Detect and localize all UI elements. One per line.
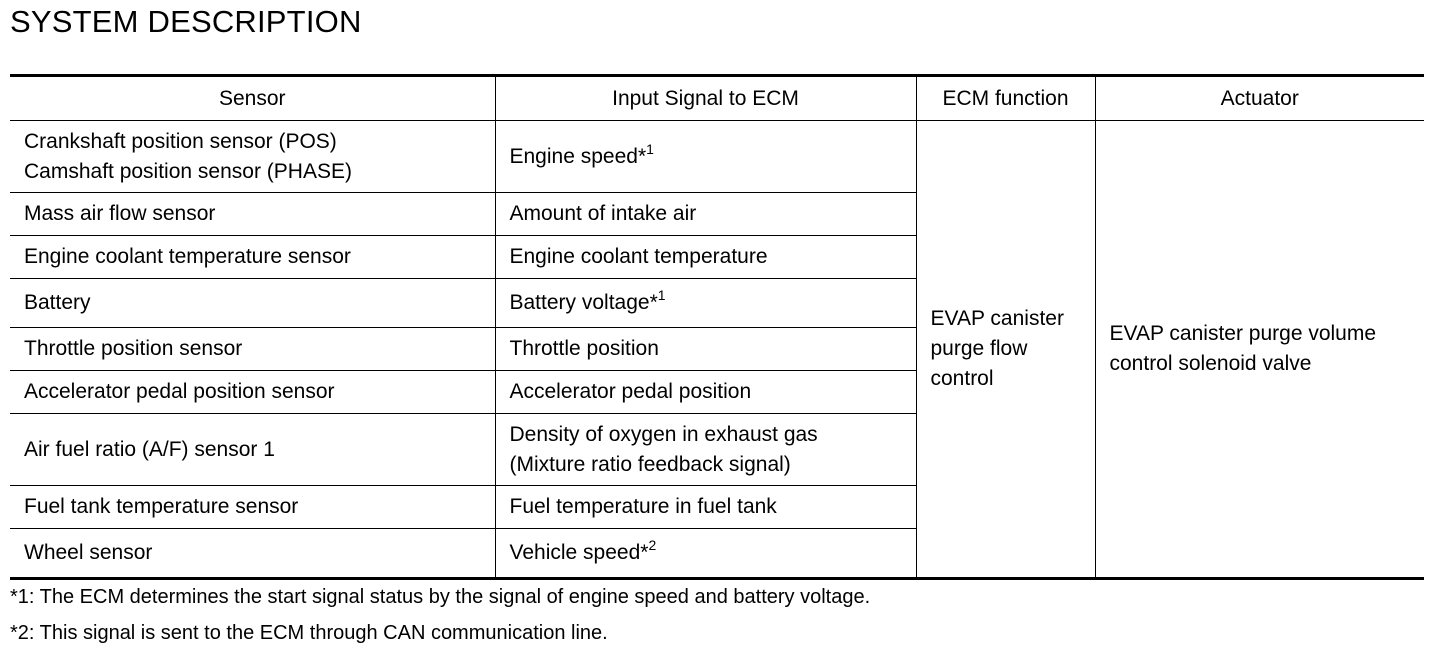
sensor-cell: Battery (10, 279, 495, 328)
input-signal: Battery voltage* (509, 291, 658, 314)
input-signal-cell: Engine coolant temperature (495, 236, 916, 279)
input-signal-cell: Amount of intake air (495, 193, 916, 236)
input-signal: Vehicle speed* (509, 541, 649, 564)
table-header-row (10, 76, 1424, 121)
footnote-ref: 1 (646, 140, 654, 157)
input-signal-cell: Accelerator pedal position (495, 371, 916, 414)
input-signal: Engine speed* (509, 144, 647, 168)
footnote-2: *2: This signal is sent to the ECM through CAN communication line. (10, 622, 608, 644)
header-actuator: Actuator (1095, 76, 1424, 121)
ecm-function-cell: EVAP canister purge flow control (916, 121, 1095, 579)
header-input-signal: Input Signal to ECM (495, 76, 916, 121)
sensor-name: Crankshaft position sensor (POS) (24, 129, 337, 153)
footnote-ref: 1 (657, 287, 666, 303)
sensor-name: Camshaft position sensor (PHASE) (24, 159, 352, 183)
sensor-cell: Air fuel ratio (A/F) sensor 1 (10, 414, 495, 486)
input-signal-cell (495, 279, 916, 328)
sensor-cell: Wheel sensor (10, 529, 495, 579)
header-ecm-function: ECM function (916, 76, 1095, 121)
input-signal-cell (495, 414, 916, 486)
input-signal: Density of oxygen in exhaust gas (509, 422, 818, 446)
sensor-cell: Engine coolant temperature sensor (10, 236, 495, 279)
input-signal-cell (495, 529, 916, 579)
actuator-cell: EVAP canister purge volume control solenoid valve (1095, 121, 1424, 579)
table-row (10, 121, 1424, 193)
system-description-table (10, 74, 1424, 580)
footnote-ref: 2 (648, 537, 657, 553)
input-signal-cell (495, 121, 916, 193)
sensor-cell (10, 121, 495, 193)
sensor-cell: Fuel tank temperature sensor (10, 486, 495, 529)
input-signal: (Mixture ratio feedback signal) (509, 452, 791, 476)
sensor-cell: Mass air flow sensor (10, 193, 495, 236)
footnote-1: *1: The ECM determines the start signal status by the signal of engine speed and battery voltage. (10, 586, 871, 608)
input-signal-cell: Throttle position (495, 328, 916, 371)
sensor-cell: Accelerator pedal position sensor (10, 371, 495, 414)
input-signal-cell: Fuel temperature in fuel tank (495, 486, 916, 529)
sensor-cell: Throttle position sensor (10, 328, 495, 371)
header-sensor: Sensor (10, 76, 495, 121)
page-title: SYSTEM DESCRIPTION (10, 4, 362, 39)
